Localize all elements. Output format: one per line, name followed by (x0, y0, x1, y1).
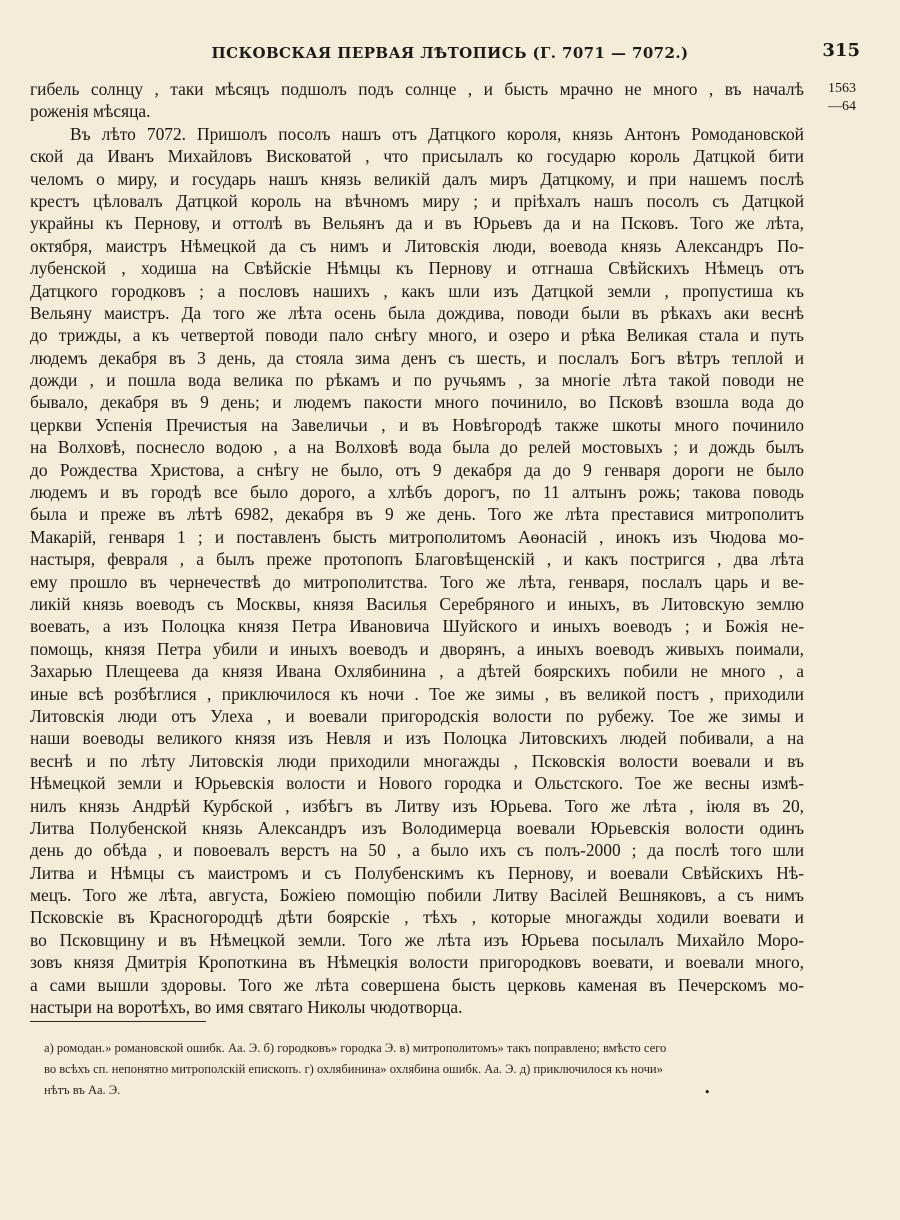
footnote-line: нѣтъ въ Аа. Э. (44, 1083, 121, 1097)
footnote-line: а) ромодан.» романовской ошибк. Аа. Э. б) городковъ» городка Э. в) митрополитомъ» такъ поправлено; вмѣсто сего (44, 1041, 667, 1055)
text-line: гибель солнцу , таки мѣсяцъ подшолъ подъ солнце , и бысть мрачно не много , въ началѣ (30, 79, 804, 99)
text-line: была и преже въ лѣтѣ 6982, декабря въ 9 же день. Того же лѣта преставися митрополитъ (30, 504, 804, 525)
text-line: Макарій, генваря 1 ; и поставленъ бысть митрополитомъ Аѳонасій , инокъ изъ Чюдова мо- (30, 526, 804, 547)
text-line: до трижды, а къ четвертой поводи пало снѣгу много, и озеро и рѣка Великая стала и путь (30, 325, 804, 346)
page-number: 315 (822, 40, 860, 61)
text-line: Датцкого городковъ ; а пословъ нашихъ , какъ шли изъ Датцкой земли , пропустиша къ (30, 280, 804, 301)
text-line: помощь, князя Петра убили и иныхъ воеводъ и дворянъ, а иныхъ воеводъ живыхъ поимали, (30, 638, 804, 659)
text-line: Литовскія люди отъ Улеха , и воевали пригородскія волости по рубежу. Тое же зимы и (30, 705, 804, 726)
text-line: церкви Успенія Пречистыя на Завеличьи , и въ Новѣгородѣ также шкоты много починило (30, 414, 804, 435)
footnote-rule (30, 1021, 206, 1022)
header-title: ПСКОВСКАЯ ПЕРВАЯ ЛѢТОПИСЬ (Г. 7071 — 7072.) (211, 44, 689, 62)
text-line: крестъ цѣловалъ Датцкой король на вѣчномъ миру ; и пріѣхалъ нашъ посолъ съ Датцкой (30, 190, 804, 211)
text-line: дожди , и пошла вода велика по рѣкамъ и по ручьямъ , за многіе лѣта такой поводи не (30, 370, 804, 391)
text-line: нилъ князь Андрѣй Курбской , избѣгъ въ Литву изъ Юрьева. Того же лѣта , іюля въ 20, (30, 795, 804, 816)
text-line: настыря, февраля , а былъ преже протопопъ Благовѣщенскій , и какъ постригся , два лѣта (30, 549, 804, 570)
margin-year-note (810, 80, 856, 116)
text-line: иные всѣ розбѣглися , приключилося къ ночи . Тое же зимы , въ великой постъ , приходили (30, 683, 804, 704)
text-line: Вельяну маистръ. Да того же лѣта осень была дождива, поводи были въ рѣкахъ аки веснѣ (30, 302, 804, 323)
text-line: на Волховѣ, поснесло водою , а на Волховѣ вода была до релей мостовыхъ ; и дождь былъ (30, 437, 804, 458)
text-line: Нѣмецкой земли и Юрьевскія волости и Нового городка и Ольстского. Тое же весны измѣ- (30, 773, 804, 794)
text-line: до Рождества Христова, а снѣгу не было, отъ 9 декабря да до 9 генваря дороги не было (30, 459, 804, 480)
text-line: роженія мѣсяца. (30, 101, 151, 122)
text-line: веснѣ и по лѣту Литовскія люди приходили многажды , Псковскія волости воевали и въ (30, 750, 804, 771)
text-line: мецъ. Того же лѣта, августа, Божіею помощію побили Литву Васілей Вешняковъ, а съ нимъ (30, 885, 804, 906)
margin-year: 1563 (828, 81, 856, 96)
text-line: Въ лѣто 7072. Пришолъ посолъ нашъ отъ Датцкого короля, князь Антонъ Ромодановской (70, 123, 804, 144)
footnote-line: во всѣхъ сп. непонятно митрополскій епископъ. г) охлябинина» охлябина ошибк. Аа. Э. д) приключилося къ ночи» (44, 1062, 663, 1076)
text-line: Псковскіе въ Красногородцѣ дѣти боярскіе , тѣхъ , которые многажды ходили воевати и (30, 907, 804, 928)
text-line: зовъ князя Дмитрія Кропоткина въ Нѣмецкія волости пригородковъ воевати, и воевали много, (30, 952, 804, 973)
text-line: Литва и Нѣмцы съ маистромъ и съ Полубенскимъ къ Пернову, и воевали Свѣйскихъ Нѣ- (30, 862, 804, 883)
text-line: настыри на воротѣхъ, во имя святаго Николы чюдотворца. (30, 997, 463, 1018)
text-line: во Псковщину и въ Нѣмецкой земли. Того же лѣта изъ Юрьева посылалъ Михайло Моро- (30, 929, 804, 950)
text-line: челомъ о миру, и государь нашъ князь великій далъ миръ Датцкому, и при нашемъ послѣ (30, 168, 804, 189)
text-line: Литва Полубенской князь Александръ изъ Володимерца воевали Юрьевскія волости одинъ (30, 817, 804, 838)
text-line: людемъ и въ городѣ все было дорого, а хлѣбъ дорогъ, по 11 алтынъ рожь; такова поводь (30, 482, 804, 503)
text-line: день до обѣда , и повоевалъ верстъ на 50 , а было ихъ съ полъ-2000 ; да послѣ того шли (30, 840, 804, 861)
running-header (40, 40, 860, 70)
text-line: октября, маистръ Нѣмецкой да съ нимъ и Литовскія люди, воевода князь Александръ По- (30, 235, 804, 256)
margin-year-continuation: —64 (828, 99, 856, 114)
text-line: ликій князь воеводъ съ Москвы, князя Василья Серебряного и иныхъ, въ Литовскую землю (30, 593, 804, 614)
text-line: наши воеводы великого князя изъ Невля и изъ Полоцка Литовскихъ людей побивали, а на (30, 728, 804, 749)
text-line: ской да Иванъ Михайловъ Висковатой , что присылалъ ко государю король Датцкой бити (30, 146, 804, 167)
footnotes (44, 1038, 804, 1101)
ink-mark: • (704, 1086, 711, 1099)
text-line: воевать, а изъ Полоцка князя Петра Ивановича Шуйского и иныхъ воеводъ ; и Божія не- (30, 616, 804, 637)
text-line: людемъ декабря въ 3 день, да стояла зима денъ съ шесть, и послалъ Богъ вѣтръ теплой и (30, 347, 804, 368)
text-line: ему прошло въ чернечествѣ до митрополитства. Того же лѣта, генваря, послалъ царь и ве- (30, 571, 804, 592)
text-line: а сами вышли здоровы. Того же лѣта совершена бысть церковь каменая въ Печерскомъ мо- (30, 974, 804, 995)
text-line: бывало, декабря въ 9 день; и людемъ пакости много починило, во Псковѣ взошла вода до (30, 392, 804, 413)
text-line: Захарью Плещеева да князя Ивана Охлябинина , а дѣтей боярскихъ побили не много , а (30, 661, 804, 682)
text-line: украйны къ Пернову, и оттолѣ въ Вельянъ да и въ Юрьевъ да и на Псковъ. Того же лѣта, (30, 213, 804, 234)
text-line: лубенской , ходиша на Свѣйскіе Нѣмцы къ Пернову и отгнаша Свѣйскихъ Нѣмецъ отъ (30, 258, 804, 279)
body-text (30, 78, 804, 1018)
